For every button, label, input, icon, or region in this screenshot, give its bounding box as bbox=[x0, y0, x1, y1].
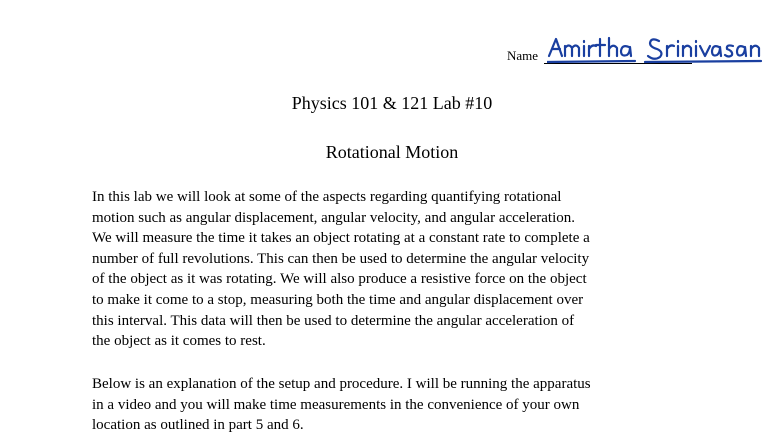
page-title: Physics 101 & 121 Lab #10 bbox=[291, 93, 493, 113]
paragraph-line: In this lab we will look at some of the aspects regarding quantifying rotational bbox=[92, 189, 562, 205]
paragraph-line: this interval. This data will then be used to determine the angular acceleration of bbox=[92, 312, 575, 329]
name-label: Name bbox=[507, 48, 539, 63]
paragraph-line: to make it come to a stop, measuring both the time and angular displacement over bbox=[92, 291, 584, 308]
intro-paragraph bbox=[92, 187, 702, 352]
paragraph-line: motion such as angular displacement, angular velocity, and angular acceleration. bbox=[92, 209, 576, 226]
procedure-paragraph bbox=[92, 374, 702, 436]
paragraph-line: Below is an explanation of the setup and procedure. I will be running the apparatus bbox=[92, 376, 591, 392]
paragraph-line: of the object as it was rotating. We will also produce a resistive force on the object bbox=[92, 271, 587, 288]
paragraph-line: We will measure the time it takes an object rotating at a constant rate to complete a bbox=[92, 230, 590, 247]
paragraph-line: location as outlined in part 5 and 6. bbox=[92, 417, 304, 434]
paragraph-line: number of full revolutions. This can then be used to determine the angular velocity bbox=[92, 250, 590, 267]
paragraph-line: in a video and you will make time measurements in the convenience of your own bbox=[92, 396, 580, 413]
handwritten-signature bbox=[547, 34, 777, 68]
page-subtitle: Rotational Motion bbox=[325, 142, 459, 162]
paragraph-line: the object as it comes to rest. bbox=[92, 333, 266, 350]
name-field bbox=[507, 40, 777, 68]
